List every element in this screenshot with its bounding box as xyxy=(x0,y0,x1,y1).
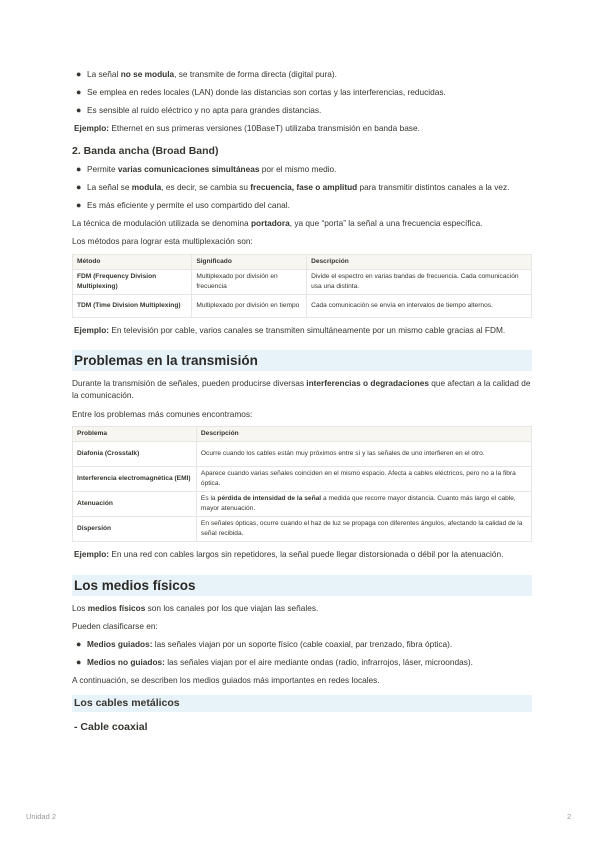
text: La técnica de modulación utilizada se denomina xyxy=(72,217,251,228)
paragraph xyxy=(72,377,532,402)
example-paragraph xyxy=(74,122,532,134)
text: para transmitir distintos canales a la vez. xyxy=(357,181,510,192)
column-header: Problema xyxy=(73,427,197,442)
problems-table xyxy=(72,426,532,542)
table-cell: FDM (Frequency Division Multiplexing) xyxy=(73,269,192,294)
text: Permite xyxy=(87,163,118,174)
table-row xyxy=(73,442,532,467)
table-header-row xyxy=(73,427,532,442)
table-row xyxy=(73,467,532,492)
text: por el mismo medio. xyxy=(259,163,337,174)
bullet-icon: ● xyxy=(76,87,82,97)
bold-text: no se modula xyxy=(120,69,175,79)
list-item xyxy=(72,86,532,98)
bold-text: pérdida de intensidad de la señal xyxy=(217,495,322,503)
example-text: En televisión por cable, varios canales se transmiten simultáneamente por un mismo cable gracias al FDM. xyxy=(109,324,506,335)
bold-text: medios físicos xyxy=(87,602,146,613)
example-text: En una red con cables largos sin repetidores, la señal puede llegar distorsionada o débil por la atenuación. xyxy=(109,549,504,560)
paragraph: A continuación, se describen los medios guiados más importantes en redes locales. xyxy=(72,675,380,686)
subsection-heading: - Cable coaxial xyxy=(74,720,148,733)
bold-text: modula xyxy=(131,181,162,192)
table-cell: Diafonía (Crosstalk) xyxy=(73,442,197,467)
table-cell: Atenuación xyxy=(73,492,197,517)
bold-text: frecuencia, fase o amplitud xyxy=(250,181,358,192)
section2-bullet-list xyxy=(72,163,532,211)
bold-text: Medios guiados: xyxy=(87,639,153,650)
example-paragraph xyxy=(74,548,532,560)
table-header-row xyxy=(73,254,532,269)
table-cell xyxy=(196,442,531,467)
table-cell: TDM (Time Division Multiplexing) xyxy=(73,294,192,317)
example-text: Ethernet en sus primeras versiones (10BaseT) utilizaba transmisión en banda base. xyxy=(109,123,420,133)
table-cell xyxy=(196,492,531,517)
text: La señal xyxy=(87,69,121,79)
text: , se transmite de forma directa (digital pura). xyxy=(174,69,337,79)
section-heading: Problemas en la transmisión xyxy=(72,350,532,371)
table-cell: Cada comunicación se envía en intervalos de tiempo alternos. xyxy=(307,294,532,317)
text: , ya que “porta” la señal a una frecuencia específica. xyxy=(289,217,483,228)
bold-text: Medios no guiados: xyxy=(87,657,165,668)
paragraph xyxy=(72,602,532,614)
paragraph: Los métodos para lograr esta multiplexación son: xyxy=(72,236,253,247)
bold-text: portadora xyxy=(250,217,290,228)
bullet-icon: ● xyxy=(76,163,82,174)
list-item xyxy=(72,638,532,650)
bullet-icon: ● xyxy=(76,657,82,668)
list-item xyxy=(72,181,532,193)
example-paragraph xyxy=(74,324,532,336)
text: Se emplea en redes locales (LAN) donde las distancias son cortas y las interferencias, reducidas. xyxy=(87,87,446,97)
column-header: Significado xyxy=(192,254,307,269)
table-cell: Divide el espectro en varias bandas de frecuencia. Cada comunicación usa una distinta. xyxy=(307,269,532,294)
methods-table xyxy=(72,254,532,318)
text: que afectan a la calidad de la comunicación. xyxy=(72,378,531,401)
example-label: Ejemplo: xyxy=(74,123,110,133)
footer-unit: Unidad 2 xyxy=(26,812,57,821)
table-cell: Multiplexado por división en tiempo xyxy=(192,294,307,317)
text: son los canales por los que viajan las señales. xyxy=(145,602,319,613)
intro-bullet-list xyxy=(72,68,532,116)
table-cell: Dispersión xyxy=(73,517,197,542)
bullet-icon: ● xyxy=(76,199,82,210)
bold-text: varias comunicaciones simultáneas xyxy=(117,163,260,174)
text: Es sensible al ruido eléctrico y no apta para grandes distancias. xyxy=(87,105,322,115)
bullet-icon: ● xyxy=(76,69,82,79)
paragraph xyxy=(72,217,532,229)
bullet-icon: ● xyxy=(76,105,82,115)
table-cell xyxy=(196,517,531,542)
table-row xyxy=(73,492,532,517)
text: Los xyxy=(72,602,88,613)
paragraph: Pueden clasificarse en: xyxy=(72,621,158,632)
document-content xyxy=(72,68,532,733)
example-label: Ejemplo: xyxy=(74,324,110,335)
list-item xyxy=(72,68,532,80)
list-item xyxy=(72,656,532,668)
section-heading: 2. Banda ancha (Broad Band) xyxy=(72,145,219,158)
media-bullet-list xyxy=(72,638,532,668)
text: La señal se xyxy=(87,181,132,192)
table-cell: Interferencia electromagnética (EMI) xyxy=(73,467,197,492)
text: En señales ópticas, ocurre cuando el haz de luz se propaga con diferentes ángulos, afectando la calidad de la señal recibida. xyxy=(200,520,523,538)
example-label: Ejemplo: xyxy=(74,549,110,560)
section-heading: Los medios físicos xyxy=(72,575,532,596)
text: Es la xyxy=(200,495,218,503)
table-row xyxy=(73,517,532,542)
bullet-icon: ● xyxy=(76,639,82,650)
text: las señales viajan por un soporte físico (cable coaxial, par trenzado, fibra óptica). xyxy=(152,639,453,650)
bullet-icon: ● xyxy=(76,181,82,192)
table-cell: Multiplexado por división en frecuencia xyxy=(192,269,307,294)
table-row xyxy=(73,269,532,294)
text: Aparece cuando varias señales coinciden en el mismo espacio. Afecta a cables eléctricos, pero no a la fibra óptica. xyxy=(200,470,516,488)
column-header: Método xyxy=(73,254,192,269)
page-number: 2 xyxy=(567,812,572,821)
paragraph: Entre los problemas más comunes encontramos: xyxy=(72,408,253,419)
text: a medida que recorre mayor distancia. Cuanto más largo el cable, mayor atenuación. xyxy=(200,495,516,513)
list-item xyxy=(72,104,532,116)
column-header: Descripción xyxy=(307,254,532,269)
text: Durante la transmisión de señales, pueden producirse diversas xyxy=(72,378,307,389)
bold-text: interferencias o degradaciones xyxy=(306,378,429,389)
table-cell xyxy=(196,467,531,492)
table-row xyxy=(73,294,532,317)
text: Es más eficiente y permite el uso compartido del canal. xyxy=(87,199,290,210)
column-header: Descripción xyxy=(196,427,531,442)
text: , es decir, se cambia su xyxy=(161,181,251,192)
text: las señales viajan por el aire mediante ondas (radio, infrarrojos, láser, microondas). xyxy=(164,657,473,668)
list-item xyxy=(72,163,532,175)
text: Ocurre cuando los cables están muy próximos entre sí y las señales de uno interfieren en el otro. xyxy=(200,450,485,458)
subsection-heading: Los cables metálicos xyxy=(72,695,532,712)
list-item xyxy=(72,199,532,211)
